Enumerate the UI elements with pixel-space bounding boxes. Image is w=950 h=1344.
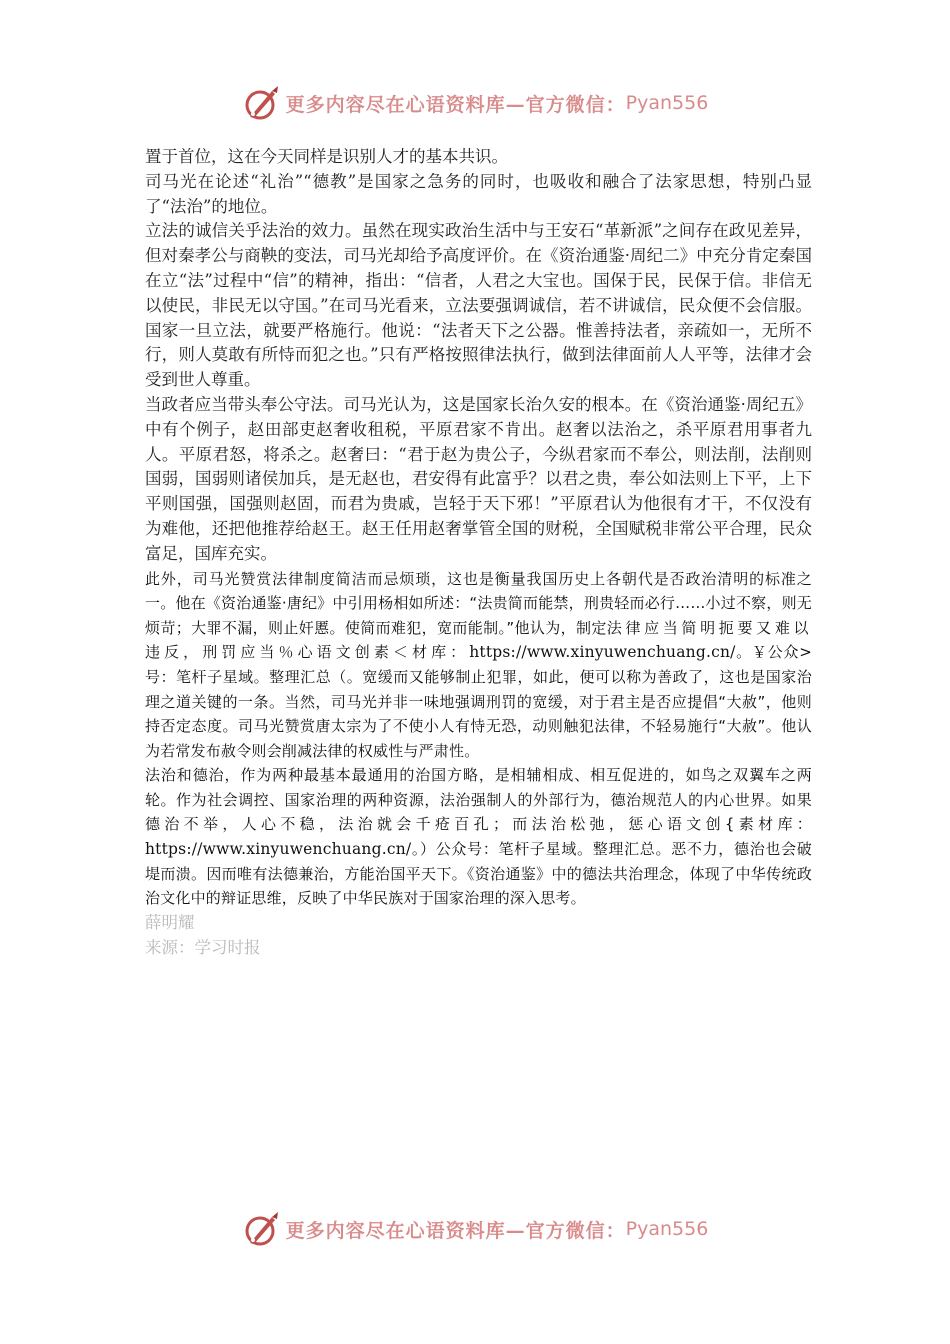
header-watermark [0,80,950,126]
paragraph-4: 当政者应当带头奉公守法。司马光认为，这是国家长治久安的根本。在《资治通鉴·周纪五》中有个例子，赵田部吏赵奢收租税，平原君家不肯出。赵奢以法治之，杀平原君用事者九人。平原君怒，将杀之。赵奢曰：“君于赵为贵公子，今纵君家而不奉公，则法削，法削则国弱，国弱则诸侯加兵，是无赵也，君安得有此富乎？以君之贵，奉公如法则上下平，上下平则国强，国强则赵固，而君为贵戚，岂轻于天下邪！”平原君认为他很有才干，不仅没有为难他，还把他推荐给赵王。赵王任用赵奢掌管全国的财税，全国赋税非常公平合理，民众富足，国库充实。 [145,394,812,563]
paragraph-2: 司马光在论述“礼治”“德教”是国家之急务的同时，也吸收和融合了法家思想，特别凸显了“法治”的地位。 [145,171,812,216]
watermark-slogan: 更多内容尽在心语资料库—官方微信： [285,93,626,116]
paragraph-6-url: https://www.xinyuwenchuang.cn/ [145,840,412,859]
paragraph-5-part-b: 法律应当简明扼要又难以违反，刑罚应当％心语文创素＜材库： [145,618,812,662]
quill-logo-icon [242,1209,282,1249]
article-body [145,145,812,960]
paragraph-5-part-c: 。￥公众>号：笔杆子星域。整理汇总（。宽缓而又能够制止犯罪，如此，便可以称为善政了，这也是国家治理之道关键的一条。当然，司马光并非一味地强调刑罚的宽缓，对于君主是否应提倡“大赦”，他则持否定态度。司马光赞赏唐太宗为了不使小人有恃无恐，动则触犯法律，不轻易施行“大赦”。他认为若常发布赦令则会削减法律的权威性与严肃性。 [145,643,812,760]
watermark-handle: Pyan556 [625,92,709,114]
source-line: 来源：学习时报 [145,937,261,957]
paragraph-5-url: https://www.xinyuwenchuang.cn/ [469,643,736,662]
paragraph-6 [145,763,812,911]
watermark-slogan: 更多内容尽在心语资料库—官方微信： [285,1219,626,1242]
quill-logo-icon [242,83,282,123]
footer-watermark [0,1206,950,1252]
watermark-handle: Pyan556 [625,1218,709,1240]
paragraph-1: 置于首位，这在今天同样是识别人才的基本共识。 [145,147,508,166]
paragraph-5-part-a: 此外，司马光赞赏法律制度简洁而忌烦琐，这也是衡量我国历史上各朝代是否政治清明的标准之一。他在《资治通鉴·唐纪》中引用杨相如所述：“法贵简而能禁，刑贵轻而必行……小过不察，则无烦苛；大罪不漏，则止奸慝。使简而难犯，宽而能制。”他认为，制定 [145,569,812,637]
paragraph-6-part-b: 。）公众号：笔杆子星域。整理汇总。恶不力，德治也会破堤而溃。因而唯有法德兼治，方能治国平天下。《资治通鉴》中的德法共治理念，体现了中华传统政治文化中的辩证思维，反映了中华民族对于国家治理的深入思考。 [145,840,812,908]
paragraph-3: 立法的诚信关乎法治的效力。虽然在现实政治生活中与王安石“革新派”之间存在政见差异，但对秦孝公与商鞅的变法，司马光却给予高度评价。在《资治通鉴·周纪二》中充分肯定秦国在立“法”过程中“信”的精神，指出：“信者，人君之大宝也。国保于民，民保于信。非信无以使民，非民无以守国。”在司马光看来，立法要强调诚信，若不讲诚信，民众便不会信服。国家一旦立法，就要严格施行。他说：“法者天下之公器。惟善持法者，亲疏如一，无所不行，则人莫敢有所恃而犯之也。”只有严格按照律法执行，做到法律面前人人平等，法律才会受到世人尊重。 [145,221,812,390]
paragraph-6-part-a: 法治和德治，作为两种最基本最通用的治国方略，是相辅相成、相互促进的，如鸟之双翼车之两轮。作为社会调控、国家治理的两种资源，法治强制人的外部行为，德治规范人的内心世界。如果德治不举，人心不稳，法治就会千疮百孔；而法治松弛，惩心语文创{素材库： [145,766,812,834]
author-name: 薛明耀 [145,912,195,932]
paragraph-5 [145,567,812,764]
